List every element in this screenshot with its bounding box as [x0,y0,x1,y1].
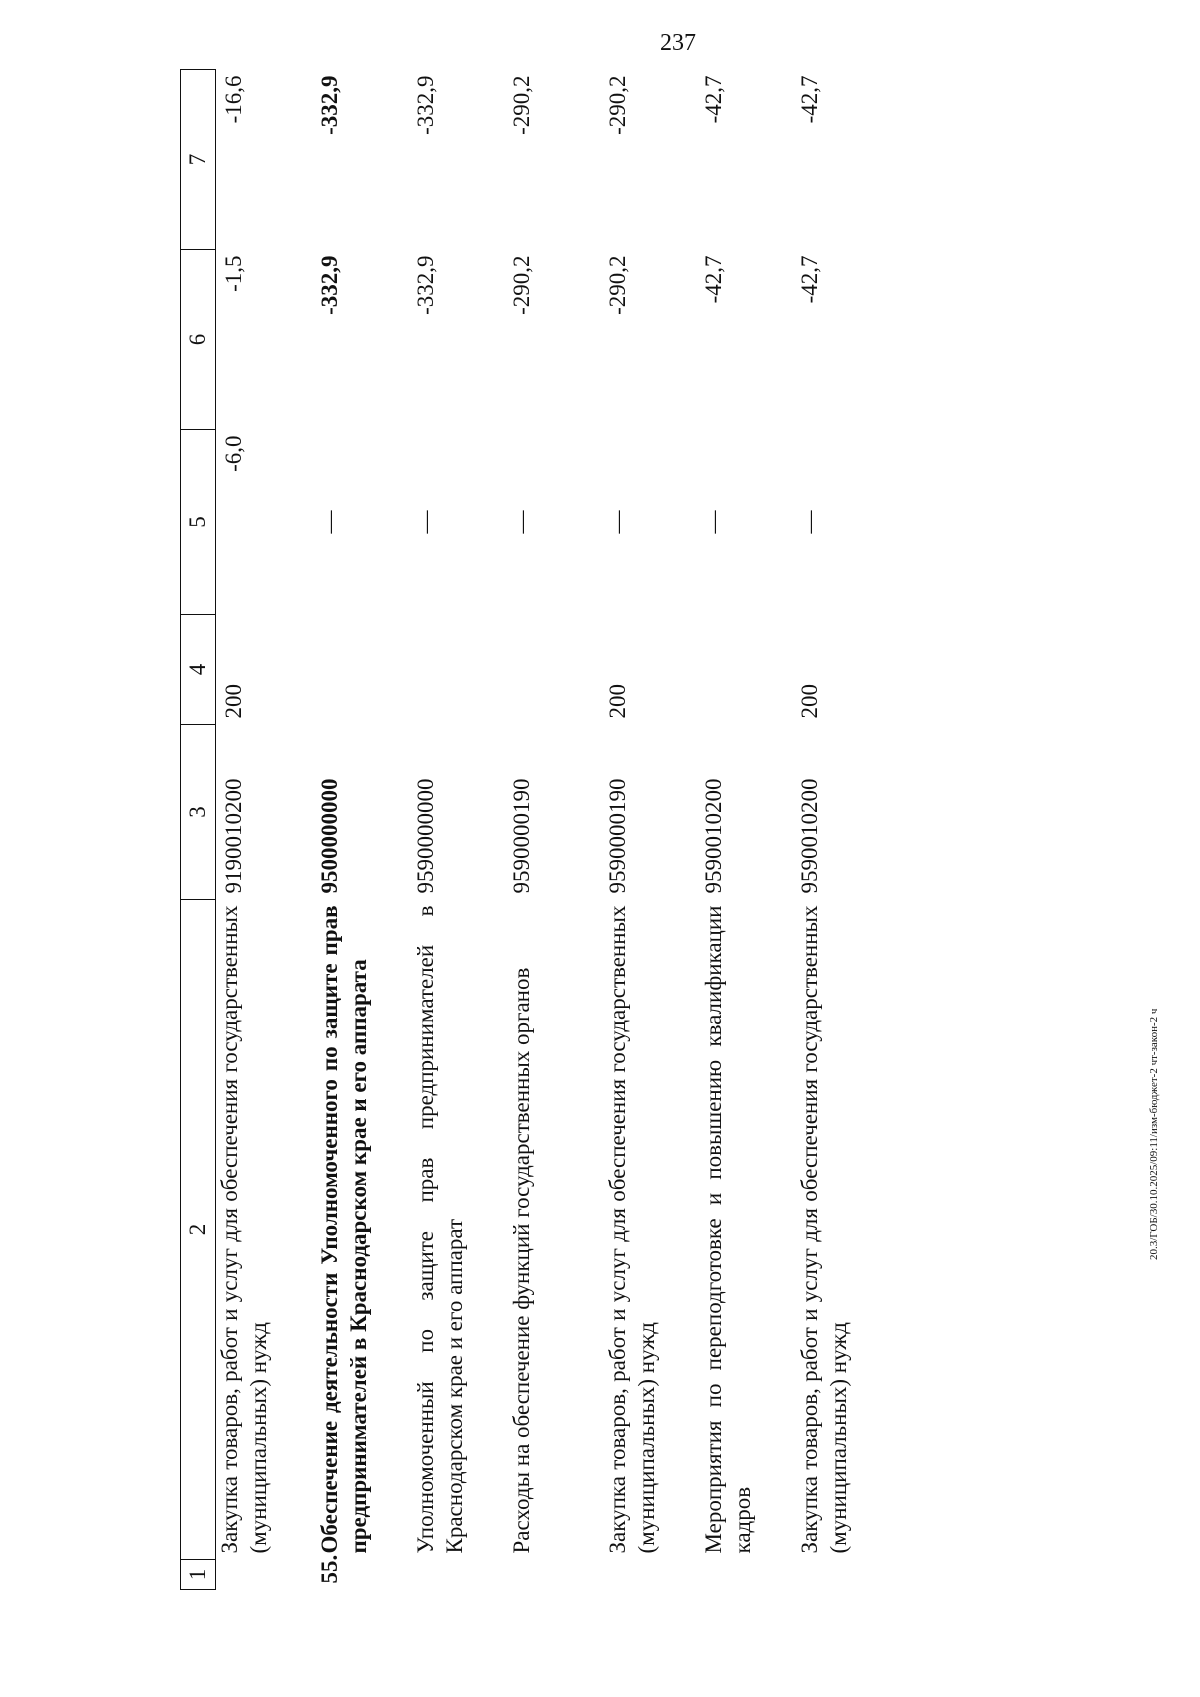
row-value-col6: -42,7 [797,255,822,304]
row-expense-type [696,615,792,725]
column-header-4: 4 [181,615,216,725]
row-value-col5: — [605,510,630,534]
column-header-7: 7 [181,70,216,250]
table-row [792,70,888,1590]
row-name: Мероприятия по переподготовке и повышению квалификации кадров [701,905,755,1554]
row-value-col5: — [797,510,822,534]
row-target-code: 9590000190 [509,778,534,894]
table-row [312,70,408,1590]
row-value-col5: — [701,510,726,534]
row-name: Закупка товаров, работ и услуг для обеспечения государственных (муниципальных) нужд [217,905,271,1554]
row-value-col7: -42,7 [797,75,822,124]
row-target-code: 9190010200 [221,778,246,894]
row-value-col7: -332,9 [413,75,438,135]
row-value-col7: -290,2 [509,75,534,135]
row-number [600,1560,696,1590]
page-number: 237 [660,30,696,56]
budget-table [180,69,888,1590]
row-value-col6: -332,9 [317,255,342,315]
column-header-2: 2 [181,900,216,1560]
row-target-code: 9590010200 [797,778,822,894]
row-target-code: 9500000000 [317,778,342,894]
row-value-col7: -332,9 [317,75,342,135]
row-target-code: 9590000000 [413,778,438,894]
row-expense-type: 200 [221,684,246,719]
row-number [408,1560,504,1590]
row-expense-type [408,615,504,725]
row-value-col6: -290,2 [605,255,630,315]
header-row [181,70,216,1590]
row-expense-type [504,615,600,725]
row-value-col5: — [509,510,534,534]
column-header-5: 5 [181,430,216,615]
row-value-col7: -290,2 [605,75,630,135]
table-row [696,70,792,1590]
row-number [216,1560,313,1590]
table-row [504,70,600,1590]
row-value-col7: -42,7 [701,75,726,124]
rotated-table-container [180,70,1000,1590]
table-body [216,70,889,1590]
document-footer-code: 20.3/ГОБ/30.10.2025/09:11/изм-бюджет-2 чт-закон-2 ч [1148,1008,1160,1260]
row-expense-type: 200 [797,684,822,719]
row-name: Уполномоченный по защите прав предпринимателей в Краснодарском крае и его аппарат [413,905,467,1554]
row-value-col6: -290,2 [509,255,534,315]
row-expense-type [312,615,408,725]
row-value-col6: -1,5 [221,255,246,292]
row-name: Закупка товаров, работ и услуг для обеспечения государственных (муниципальных) нужд [797,905,851,1554]
row-value-col7: -16,6 [221,75,246,124]
row-number: 55. [317,1554,342,1584]
row-name: Расходы на обеспечение функций государственных органов [509,967,534,1554]
row-target-code: 9590000190 [605,778,630,894]
row-value-col5: — [413,510,438,534]
row-target-code: 9590010200 [701,778,726,894]
table-row [600,70,696,1590]
column-header-3: 3 [181,725,216,900]
row-number [504,1560,600,1590]
row-value-col6: -332,9 [413,255,438,315]
row-value-col5: — [317,510,342,534]
row-name: Обеспечение деятельности Уполномоченного по защите прав предпринимателей в Краснодарском крае и его аппарата [317,905,371,1554]
row-expense-type: 200 [605,684,630,719]
row-number [696,1560,792,1590]
row-name: Закупка товаров, работ и услуг для обеспечения государственных (муниципальных) нужд [605,905,659,1554]
row-value-col6: -42,7 [701,255,726,304]
row-number [792,1560,888,1590]
row-value-col5: -6,0 [221,435,246,472]
column-header-1: 1 [181,1560,216,1590]
column-header-6: 6 [181,250,216,430]
table-row [216,70,313,1590]
table-row [408,70,504,1590]
